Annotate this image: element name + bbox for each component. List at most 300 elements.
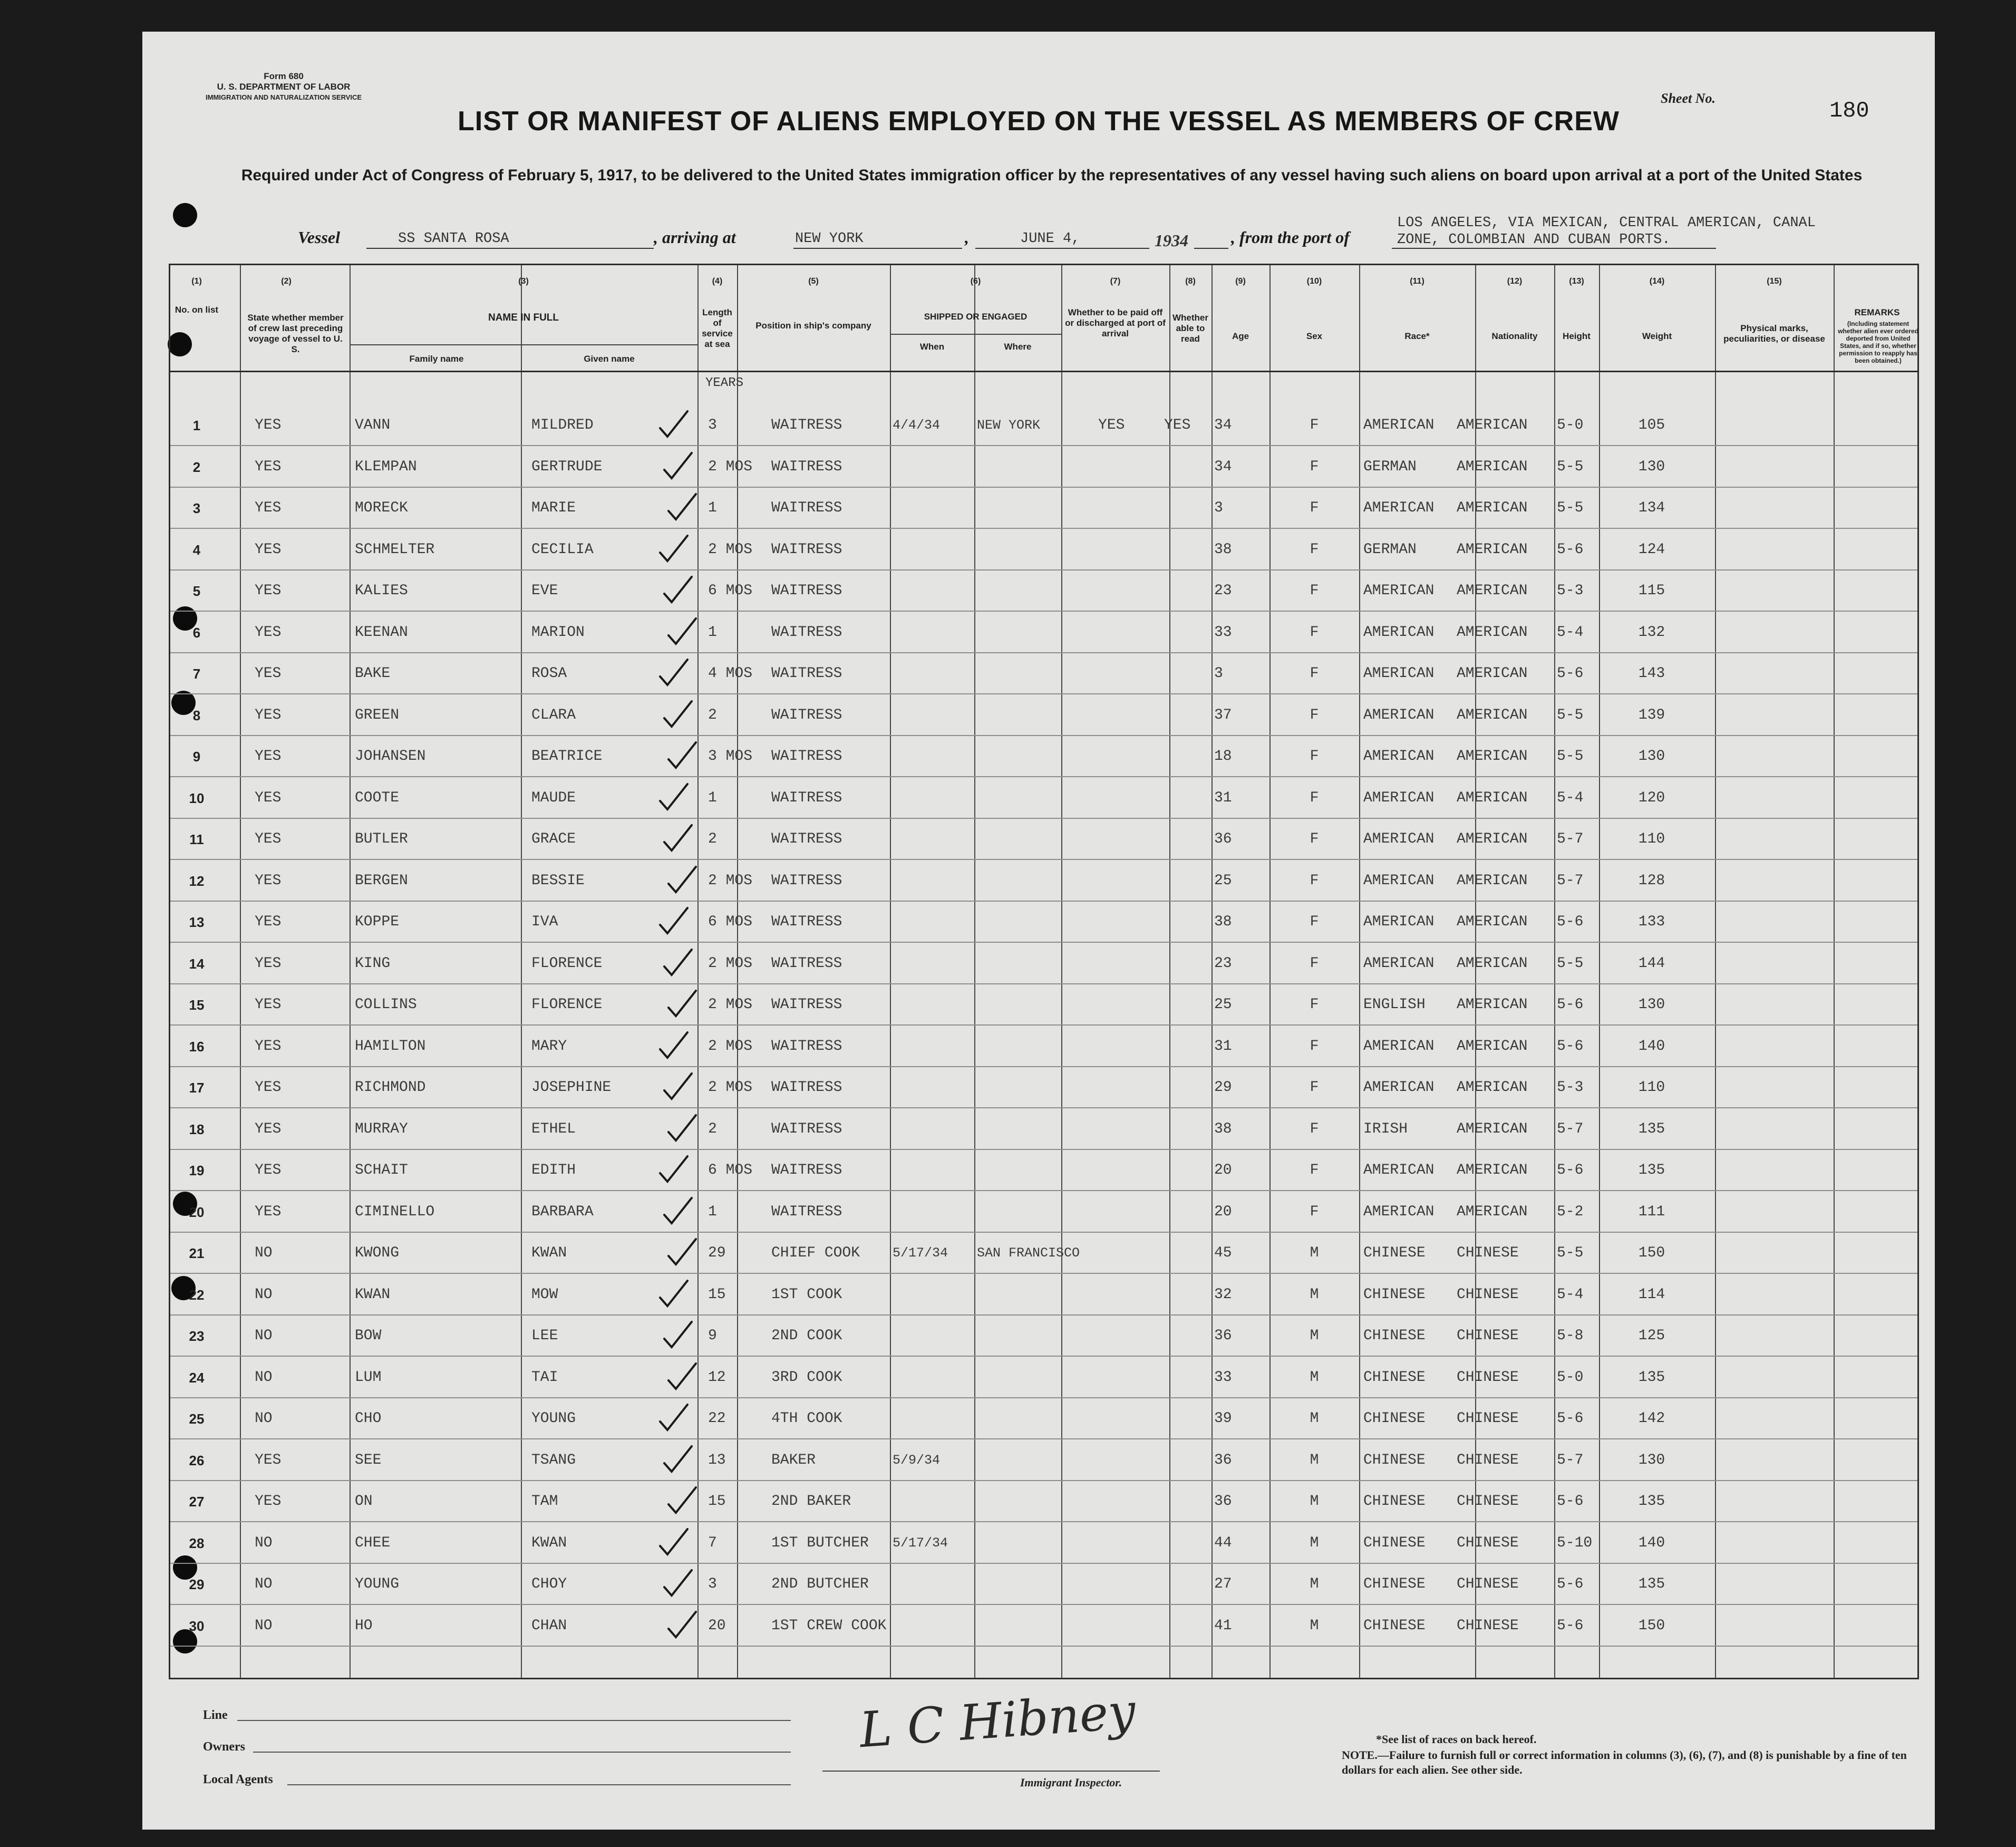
- cell-position: 2ND BAKER: [771, 1493, 851, 1510]
- form-service: IMMIGRATION AND NATURALIZATION SERVICE: [206, 93, 362, 101]
- cell-age: 20: [1214, 1162, 1232, 1178]
- cell-read: [1164, 1398, 1206, 1439]
- cell-where: [977, 1067, 1067, 1108]
- cell-sex: F: [1310, 707, 1319, 723]
- cell-family: SEE: [355, 1452, 382, 1468]
- cell-no: 11: [189, 831, 204, 847]
- from-port-line2: ZONE, COLOMBIAN AND CUBAN PORTS.: [1397, 232, 1671, 248]
- cell-nat: AMERICAN: [1457, 583, 1528, 599]
- cell-when: [893, 1109, 977, 1150]
- cell-no: 19: [189, 1163, 205, 1178]
- cell-paid: [1098, 943, 1151, 984]
- cell-race: AMERICAN: [1363, 872, 1435, 889]
- cell-where: [977, 1606, 1067, 1647]
- cell-service: 9: [708, 1328, 717, 1344]
- footer-line-label: Line: [203, 1708, 228, 1722]
- cell-given: TSANG: [531, 1452, 576, 1468]
- cell-sex: F: [1310, 541, 1319, 558]
- cell-nat: AMERICAN: [1457, 1120, 1528, 1137]
- cell-position: 2ND COOK: [771, 1328, 842, 1344]
- cell-age: 36: [1214, 1328, 1232, 1344]
- cell-read: [1164, 984, 1206, 1026]
- cell-sex: F: [1310, 1079, 1319, 1096]
- cell-read: [1164, 447, 1206, 488]
- cell-service: 29: [708, 1245, 726, 1261]
- cell-position: WAITRESS: [771, 831, 842, 847]
- cell-sex: M: [1310, 1534, 1319, 1551]
- cell-when: 4/4/34: [893, 418, 941, 433]
- cell-no: 13: [189, 914, 205, 930]
- col-head-service: Length of service at sea: [702, 307, 733, 349]
- cell-prev: YES: [255, 541, 282, 558]
- cell-prev: NO: [255, 1534, 273, 1551]
- from-port-line1: LOS ANGELES, VIA MEXICAN, CENTRAL AMERICAN, CANAL: [1397, 215, 1816, 231]
- cell-read: [1164, 736, 1206, 777]
- cell-sex: F: [1310, 1203, 1319, 1220]
- cell-age: 29: [1214, 1079, 1232, 1096]
- cell-where: [977, 1357, 1067, 1398]
- cell-prev: YES: [255, 583, 282, 599]
- cell-position: 1ST BUTCHER: [771, 1534, 869, 1551]
- cell-weight: 124: [1638, 541, 1665, 558]
- cell-prev: YES: [255, 707, 282, 723]
- cell-service: 1: [708, 1203, 717, 1220]
- cell-weight: 111: [1638, 1203, 1665, 1220]
- cell-age: 31: [1214, 1038, 1232, 1055]
- cell-read: [1164, 653, 1206, 694]
- cell-when: [893, 1150, 977, 1191]
- check-mark-icon: [658, 1278, 690, 1309]
- cell-race: IRISH: [1363, 1120, 1408, 1137]
- col-head-age: Age: [1232, 331, 1249, 341]
- cell-nat: AMERICAN: [1457, 748, 1528, 765]
- cell-position: WAITRESS: [771, 500, 842, 516]
- cell-given: BESSIE: [531, 872, 585, 889]
- cell-paid: [1098, 529, 1151, 570]
- col-head-shipped: SHIPPED OR ENGAGED: [924, 312, 1028, 322]
- cell-service: 2 MOS: [708, 997, 753, 1013]
- cell-race: CHINESE: [1363, 1245, 1426, 1261]
- cell-family: BERGEN: [355, 872, 408, 889]
- cell-when: 5/17/34: [893, 1535, 948, 1551]
- cell-position: WAITRESS: [771, 955, 842, 972]
- cell-read: [1164, 1067, 1206, 1108]
- cell-race: CHINESE: [1363, 1617, 1426, 1634]
- cell-position: 4TH COOK: [771, 1410, 842, 1427]
- cell-read: [1164, 488, 1206, 529]
- cell-service: 4 MOS: [708, 665, 753, 682]
- cell-family: CIMINELLO: [355, 1203, 435, 1220]
- cell-read: [1164, 1523, 1206, 1564]
- cell-height: 5-6: [1557, 541, 1584, 558]
- cell-no: 23: [189, 1328, 205, 1344]
- cell-weight: 130: [1638, 748, 1665, 765]
- cell-position: 1ST COOK: [771, 1286, 842, 1303]
- cell-no: 29: [189, 1577, 205, 1592]
- fine-notice: NOTE.—Failure to furnish full or correct information in columns (3), (6), (7), and (8) is punishable by a fine of ten dollars for each alien. See other side.: [1342, 1748, 1907, 1776]
- cell-given: BARBARA: [531, 1203, 594, 1220]
- cell-height: 5-6: [1557, 1493, 1584, 1510]
- cell-read: [1164, 695, 1206, 736]
- vessel-label: Vessel: [298, 228, 340, 247]
- cell-sex: M: [1310, 1245, 1319, 1261]
- cell-weight: 115: [1638, 583, 1665, 599]
- col-head-no: No. on list: [175, 305, 219, 315]
- cell-where: [977, 1398, 1067, 1439]
- check-mark-icon: [662, 574, 694, 605]
- table-row: [170, 695, 1917, 736]
- table-row: [170, 612, 1917, 653]
- cell-position: WAITRESS: [771, 997, 842, 1013]
- cell-sex: M: [1310, 1286, 1319, 1303]
- arriving-port: NEW YORK: [795, 231, 864, 247]
- cell-no: 16: [189, 1038, 205, 1055]
- footer-owners-label: Owners: [203, 1740, 245, 1754]
- cell-weight: 125: [1638, 1328, 1665, 1344]
- cell-family: BOW: [355, 1328, 382, 1344]
- cell-height: 5-3: [1557, 1079, 1584, 1096]
- cell-family: BAKE: [355, 665, 391, 682]
- cell-read: [1164, 612, 1206, 653]
- cell-height: 5-0: [1557, 1369, 1584, 1386]
- table-row: [170, 819, 1917, 860]
- cell-paid: [1098, 1398, 1151, 1439]
- cell-given: BEATRICE: [531, 748, 603, 765]
- cell-sex: F: [1310, 997, 1319, 1013]
- cell-age: 23: [1214, 955, 1232, 972]
- col-number-5: (5): [808, 277, 819, 286]
- check-mark-icon: [662, 1195, 694, 1226]
- cell-given: MARY: [531, 1038, 567, 1055]
- cell-paid: [1098, 695, 1151, 736]
- cell-age: 38: [1214, 541, 1232, 558]
- cell-no: 1: [192, 418, 201, 433]
- cell-nat: AMERICAN: [1457, 789, 1528, 806]
- inspector-label: Immigrant Inspector.: [1020, 1776, 1122, 1789]
- cell-height: 5-6: [1557, 1162, 1584, 1178]
- cell-service: 2 MOS: [708, 541, 753, 558]
- form-identifier: [206, 71, 362, 103]
- check-mark-icon: [662, 1319, 694, 1350]
- cell-position: WAITRESS: [771, 1038, 842, 1055]
- cell-position: 2ND BUTCHER: [771, 1576, 869, 1592]
- cell-no: 2: [192, 459, 201, 475]
- cell-nat: CHINESE: [1457, 1493, 1519, 1510]
- table-row: [170, 1523, 1917, 1564]
- cell-prev: YES: [255, 1038, 282, 1055]
- cell-no: 7: [192, 666, 201, 682]
- cell-paid: [1098, 1357, 1151, 1398]
- cell-position: WAITRESS: [771, 624, 842, 641]
- cell-position: WAITRESS: [771, 872, 842, 889]
- cell-service: 20: [708, 1617, 726, 1634]
- cell-where: [977, 529, 1067, 570]
- cell-where: [977, 1109, 1067, 1150]
- cell-no: 4: [192, 541, 201, 558]
- cell-given: GERTRUDE: [531, 458, 603, 475]
- cell-position: WAITRESS: [771, 1203, 842, 1220]
- cell-paid: [1098, 1274, 1151, 1316]
- cell-when: [893, 736, 977, 777]
- cell-sex: F: [1310, 914, 1319, 930]
- cell-sex: M: [1310, 1576, 1319, 1592]
- cell-where: [977, 447, 1067, 488]
- cell-given: GRACE: [531, 831, 576, 847]
- cell-when: [893, 570, 977, 612]
- check-mark-icon: [666, 988, 698, 1019]
- cell-age: 38: [1214, 914, 1232, 930]
- col-number-8: (8): [1185, 277, 1196, 286]
- race-footnote: *See list of races on back hereof.: [1376, 1733, 1537, 1746]
- cell-where: [977, 943, 1067, 984]
- cell-race: CHINESE: [1363, 1493, 1426, 1510]
- cell-service: 6 MOS: [708, 914, 753, 930]
- cell-no: 20: [189, 1204, 205, 1220]
- check-mark-icon: [662, 698, 694, 730]
- cell-height: 5-3: [1557, 583, 1584, 599]
- cell-age: 36: [1214, 1493, 1232, 1510]
- cell-paid: [1098, 1316, 1151, 1357]
- cell-given: ETHEL: [531, 1120, 576, 1137]
- cell-family: HAMILTON: [355, 1038, 426, 1055]
- table-row: [170, 1316, 1917, 1357]
- cell-read: [1164, 819, 1206, 860]
- cell-sex: F: [1310, 500, 1319, 516]
- cell-no: 28: [189, 1535, 205, 1551]
- col-head-position: Position in ship's company: [755, 321, 871, 331]
- check-mark-icon: [662, 1567, 694, 1599]
- cell-race: AMERICAN: [1363, 1162, 1435, 1178]
- cell-race: AMERICAN: [1363, 1079, 1435, 1096]
- cell-position: WAITRESS: [771, 1162, 842, 1178]
- cell-race: AMERICAN: [1363, 417, 1435, 433]
- cell-family: CHEE: [355, 1534, 391, 1551]
- cell-weight: 135: [1638, 1576, 1665, 1592]
- cell-paid: [1098, 1109, 1151, 1150]
- vessel-name: SS SANTA ROSA: [398, 231, 509, 247]
- cell-weight: 133: [1638, 914, 1665, 930]
- cell-nat: AMERICAN: [1457, 831, 1528, 847]
- cell-age: 36: [1214, 831, 1232, 847]
- cell-height: 5-5: [1557, 500, 1584, 516]
- cell-position: WAITRESS: [771, 789, 842, 806]
- cell-when: [893, 984, 977, 1026]
- col-head-given-name: Given name: [584, 354, 635, 364]
- cell-no: 22: [189, 1287, 205, 1303]
- cell-when: [893, 902, 977, 943]
- cell-prev: YES: [255, 789, 282, 806]
- cell-prev: NO: [255, 1286, 273, 1303]
- cell-where: [977, 612, 1067, 653]
- cell-when: [893, 1564, 977, 1605]
- arrival-year: 1934: [1155, 231, 1188, 250]
- table-row: [170, 1067, 1917, 1108]
- cell-race: GERMAN: [1363, 541, 1417, 558]
- cell-service: 2: [708, 707, 717, 723]
- cell-no: 18: [189, 1121, 205, 1137]
- cell-paid: [1098, 860, 1151, 902]
- cell-family: VANN: [355, 417, 391, 433]
- cell-race: AMERICAN: [1363, 831, 1435, 847]
- cell-age: 37: [1214, 707, 1232, 723]
- cell-prev: NO: [255, 1328, 273, 1344]
- col-number-1: (1): [191, 277, 202, 286]
- sheet-label: Sheet No.: [1661, 91, 1715, 106]
- cell-nat: AMERICAN: [1457, 872, 1528, 889]
- cell-where: [977, 1564, 1067, 1605]
- cell-family: YOUNG: [355, 1576, 400, 1592]
- cell-no: 25: [189, 1411, 205, 1427]
- check-mark-icon: [666, 1360, 698, 1392]
- cell-where: [977, 736, 1067, 777]
- col-head-sex: Sex: [1306, 331, 1323, 341]
- cell-when: [893, 860, 977, 902]
- cell-where: [977, 778, 1067, 819]
- cell-sex: F: [1310, 417, 1319, 433]
- cell-read: [1164, 570, 1206, 612]
- cell-race: CHINESE: [1363, 1369, 1426, 1386]
- cell-given: CLARA: [531, 707, 576, 723]
- col-number-2: (2): [281, 277, 292, 286]
- cell-no: 3: [192, 500, 201, 516]
- cell-sex: F: [1310, 789, 1319, 806]
- cell-family: KWAN: [355, 1286, 391, 1303]
- cell-age: 44: [1214, 1534, 1232, 1551]
- cell-prev: YES: [255, 1203, 282, 1220]
- table-row: [170, 570, 1917, 612]
- cell-prev: YES: [255, 1452, 282, 1468]
- cell-weight: 132: [1638, 624, 1665, 641]
- cell-where: [977, 1523, 1067, 1564]
- cell-read: [1164, 860, 1206, 902]
- cell-paid: [1098, 612, 1151, 653]
- check-mark-icon: [662, 946, 694, 978]
- table-row: [170, 736, 1917, 777]
- cell-paid: [1098, 736, 1151, 777]
- cell-height: 5-5: [1557, 955, 1584, 972]
- cell-sex: M: [1310, 1369, 1319, 1386]
- cell-given: ROSA: [531, 665, 567, 682]
- cell-position: WAITRESS: [771, 458, 842, 475]
- cell-paid: [1098, 1233, 1151, 1274]
- table-row: [170, 1192, 1917, 1233]
- check-mark-icon: [658, 408, 690, 440]
- cell-family: CHO: [355, 1410, 382, 1427]
- cell-age: 25: [1214, 872, 1232, 889]
- cell-given: KWAN: [531, 1245, 567, 1261]
- cell-race: AMERICAN: [1363, 1038, 1435, 1055]
- cell-sex: F: [1310, 1162, 1319, 1178]
- cell-given: LEE: [531, 1328, 558, 1344]
- cell-no: 9: [192, 749, 201, 765]
- cell-age: 23: [1214, 583, 1232, 599]
- cell-when: [893, 1606, 977, 1647]
- cell-paid: [1098, 984, 1151, 1026]
- check-mark-icon: [666, 1112, 698, 1144]
- cell-paid: [1098, 1564, 1151, 1605]
- cell-service: 2 MOS: [708, 458, 753, 475]
- cell-service: 22: [708, 1410, 726, 1427]
- cell-family: RICHMOND: [355, 1079, 426, 1096]
- cell-when: [893, 488, 977, 529]
- cell-prev: YES: [255, 1079, 282, 1096]
- cell-weight: 140: [1638, 1038, 1665, 1055]
- cell-when: [893, 1481, 977, 1522]
- page-title: LIST OR MANIFEST OF ALIENS EMPLOYED ON THE VESSEL AS MEMBERS OF CREW: [458, 106, 1620, 137]
- cell-nat: AMERICAN: [1457, 541, 1528, 558]
- comma: ,: [965, 228, 969, 247]
- cell-weight: 144: [1638, 955, 1665, 972]
- cell-race: AMERICAN: [1363, 789, 1435, 806]
- cell-race: AMERICAN: [1363, 707, 1435, 723]
- cell-service: 3: [708, 1576, 717, 1592]
- cell-sex: F: [1310, 831, 1319, 847]
- cell-age: 34: [1214, 458, 1232, 475]
- cell-age: 27: [1214, 1576, 1232, 1592]
- table-row: [170, 488, 1917, 529]
- cell-given: CHAN: [531, 1617, 567, 1634]
- cell-paid: [1098, 1026, 1151, 1067]
- cell-race: CHINESE: [1363, 1534, 1426, 1551]
- cell-height: 5-7: [1557, 1120, 1584, 1137]
- cell-height: 5-7: [1557, 1452, 1584, 1468]
- cell-read: [1164, 529, 1206, 570]
- cell-weight: 142: [1638, 1410, 1665, 1427]
- cell-race: CHINESE: [1363, 1286, 1426, 1303]
- check-mark-icon: [658, 533, 690, 564]
- cell-weight: 150: [1638, 1617, 1665, 1634]
- cell-where: [977, 819, 1067, 860]
- cell-when: 5/17/34: [893, 1245, 948, 1261]
- col-number-7: (7): [1110, 277, 1121, 286]
- cell-sex: F: [1310, 1120, 1319, 1137]
- cell-when: [893, 1026, 977, 1067]
- cell-nat: CHINESE: [1457, 1245, 1519, 1261]
- cell-when: [893, 1067, 977, 1108]
- cell-service: 2 MOS: [708, 872, 753, 889]
- arrival-date: JUNE 4,: [1020, 231, 1080, 247]
- cell-race: AMERICAN: [1363, 665, 1435, 682]
- cell-no: 12: [189, 873, 205, 889]
- cell-no: 24: [189, 1369, 205, 1386]
- cell-prev: YES: [255, 1493, 282, 1510]
- cell-sex: F: [1310, 583, 1319, 599]
- cell-when: [893, 1274, 977, 1316]
- cell-prev: YES: [255, 500, 282, 516]
- cell-position: WAITRESS: [771, 541, 842, 558]
- cell-family: KEENAN: [355, 624, 408, 641]
- table-row: [170, 653, 1917, 694]
- cell-prev: NO: [255, 1576, 273, 1592]
- table-row: [170, 984, 1917, 1026]
- cell-height: 5-5: [1557, 748, 1584, 765]
- cell-weight: 114: [1638, 1286, 1665, 1303]
- cell-race: AMERICAN: [1363, 748, 1435, 765]
- cell-service: 3: [708, 417, 717, 433]
- cell-where: [977, 488, 1067, 529]
- cell-where: [977, 1150, 1067, 1191]
- col-head-family-name: Family name: [409, 354, 464, 364]
- cell-position: 1ST CREW COOK: [771, 1617, 887, 1634]
- cell-race: AMERICAN: [1363, 914, 1435, 930]
- cell-nat: AMERICAN: [1457, 1079, 1528, 1096]
- cell-read: [1164, 1026, 1206, 1067]
- cell-weight: 130: [1638, 1452, 1665, 1468]
- check-mark-icon: [658, 781, 690, 813]
- cell-family: JOHANSEN: [355, 748, 426, 765]
- cell-race: AMERICAN: [1363, 624, 1435, 641]
- cell-read: [1164, 1192, 1206, 1233]
